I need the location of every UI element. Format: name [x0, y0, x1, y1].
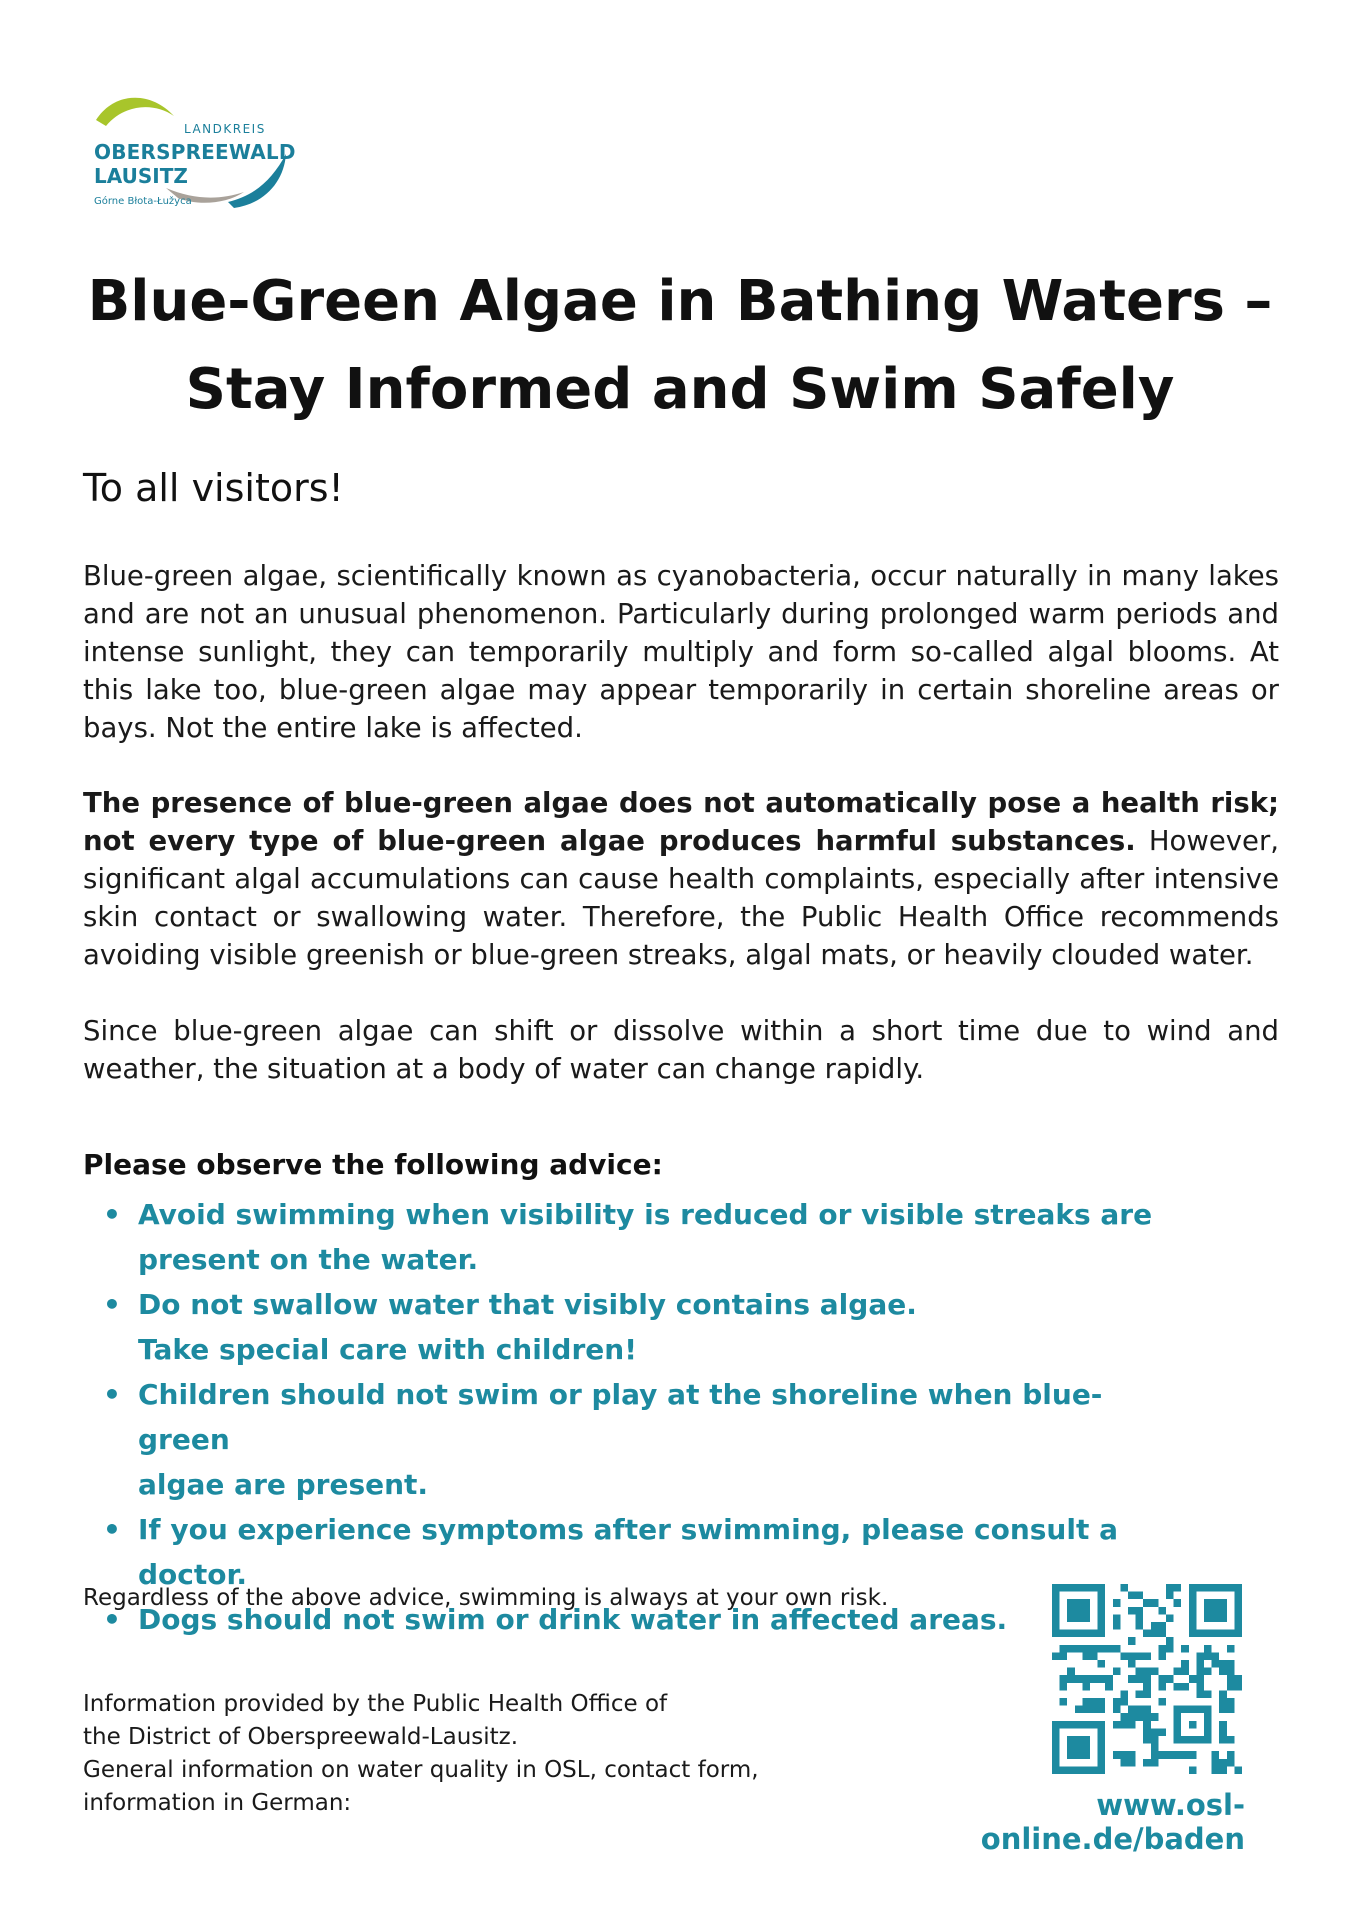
bullet-icon: •	[103, 1198, 121, 1231]
district-logo	[94, 96, 304, 220]
info-block	[83, 1688, 759, 1820]
logo-name-line2: LAUSITZ	[94, 164, 188, 188]
advice-line: algae are present.	[138, 1468, 429, 1501]
info-line: information in German:	[83, 1790, 352, 1816]
advice-line: If you experience symptoms after swimming, please consult a doctor.	[138, 1513, 1118, 1591]
advice-line: Children should not swim or play at the shoreline when blue-green	[138, 1378, 1103, 1456]
greeting-heading: To all visitors!	[83, 466, 344, 510]
list-item	[83, 1192, 1183, 1282]
logo-sorbian-name: Górne Błota-Łužyca	[94, 196, 192, 207]
title-line2: Stay Informed and Swim Safely	[185, 357, 1175, 422]
page-title	[80, 258, 1280, 434]
bullet-icon: •	[103, 1378, 121, 1411]
advice-heading: Please observe the following advice:	[83, 1148, 663, 1181]
risk-note: Regardless of the above advice, swimming is always at your own risk.	[83, 1585, 889, 1611]
website-link[interactable]: www.osl-online.de/baden	[980, 1788, 1245, 1856]
bullet-icon: •	[103, 1603, 121, 1636]
title-line1: Blue-Green Algae in Bathing Waters –	[87, 269, 1273, 334]
list-item	[83, 1507, 1183, 1597]
intro-paragraph: Blue-green algae, scientifically known as cyanobacteria, occur naturally in many lakes and are not an unusual phenomenon. Particularly during prolonged warm periods and intense sunlight, they can temporarily multiply and form so-called algal blooms. At this lake too, blue-green algae may appear temporarily in certain shoreline areas or bays. Not the entire lake is affected.	[83, 560, 1279, 744]
advice-line: Avoid swimming when visibility is reduced or visible streaks are	[138, 1198, 1153, 1231]
logo-name-line1: OBERSPREEWALD	[94, 140, 296, 164]
advice-line: Take special care with children!	[138, 1333, 637, 1366]
advice-line: Do not swallow water that visibly contains algae.	[138, 1288, 917, 1321]
list-item	[83, 1282, 1183, 1372]
health-risk-bold-text: The presence of blue-green algae does not automatically pose a health risk; not every type of blue-green algae produces harmful substances.	[83, 787, 1279, 857]
list-item	[83, 1372, 1183, 1507]
logo-small-text: LANDKREIS	[184, 122, 266, 136]
advice-line: present on the water.	[138, 1243, 479, 1276]
advice-line: Dogs should not swim or drink water in affected areas.	[138, 1603, 1008, 1636]
info-line: the District of Oberspreewald-Lausitz.	[83, 1724, 519, 1750]
bullet-icon: •	[103, 1513, 121, 1546]
bullet-icon: •	[103, 1288, 121, 1321]
health-risk-normal-text: However, significant algal accumulations can cause health complaints, especially after intensive skin contact or swallowing water. Therefore, the Public Health Office recommends avoiding visible greenish or blue-green streaks, algal mats, or heavily clouded water.	[83, 825, 1279, 971]
info-line: General information on water quality in OSL, contact form,	[83, 1757, 759, 1783]
advice-list	[83, 1192, 1183, 1642]
health-risk-paragraph	[83, 784, 1279, 974]
weather-paragraph: Since blue-green algae can shift or dissolve within a short time due to wind and weather, the situation at a body of water can change rapidly.	[83, 1015, 1279, 1085]
info-line: Information provided by the Public Health Office of	[83, 1691, 668, 1717]
qr-code-icon[interactable]	[1052, 1584, 1242, 1774]
